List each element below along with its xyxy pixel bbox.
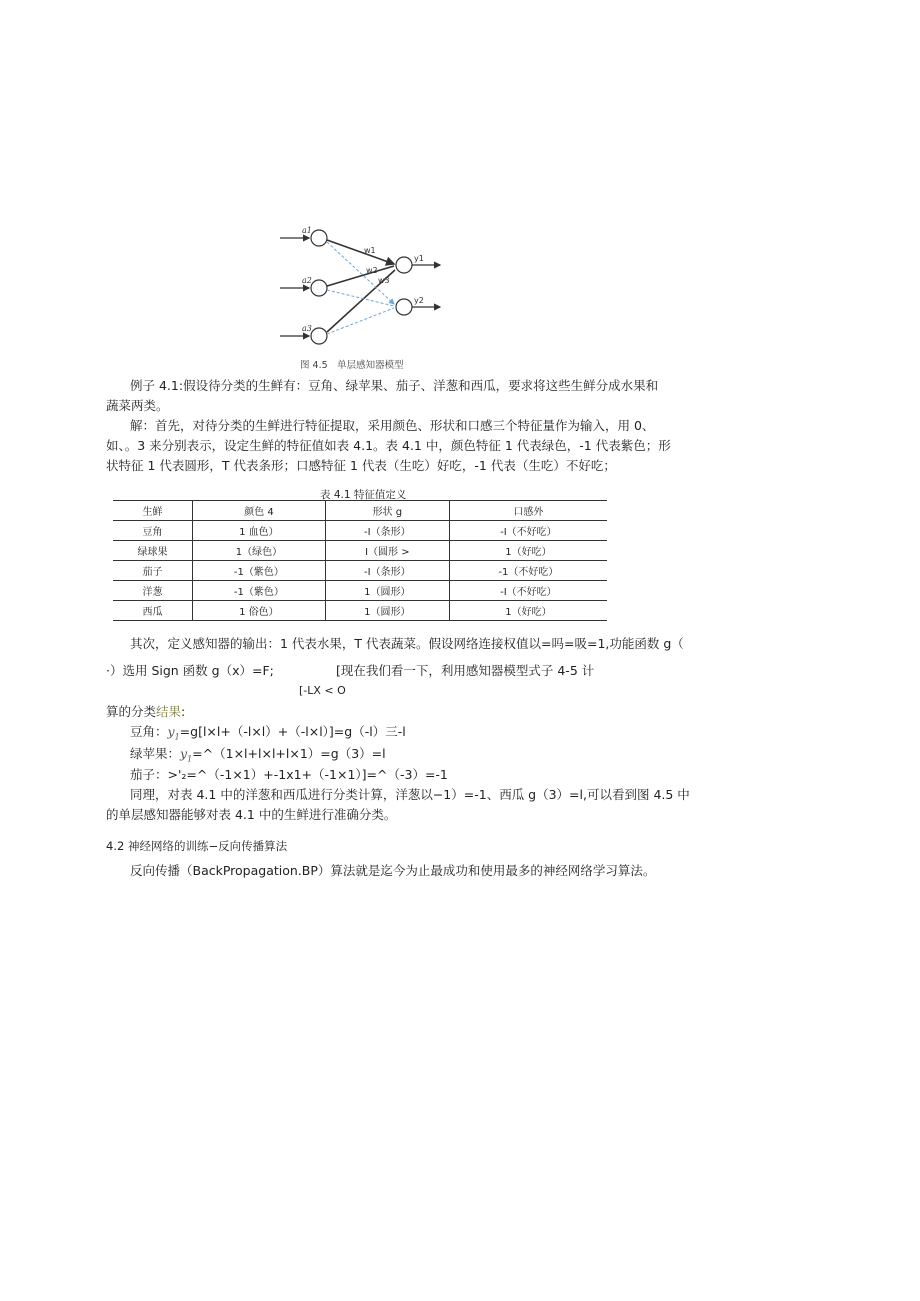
label-a1: a1 [302, 226, 312, 235]
output-def-line-2a: ·）选用 Sign 函数 g（x）=F; [106, 663, 274, 678]
table-cell: 豆角 [113, 521, 192, 541]
table-cell: 茄子 [113, 561, 192, 581]
table-row [113, 581, 607, 601]
equation-var: y [167, 724, 175, 739]
similar-line-1: 同理，对表 4.1 中的洋葱和西瓜进行分类计算，洋葱以−1）=-1、西瓜 g（3）=l,可以看到图 4.5 中 [130, 787, 690, 802]
equation-label: 绿苹果： [130, 746, 181, 761]
table-header-cell: 口感外 [449, 501, 607, 521]
table-header-cell: 颜色 4 [192, 501, 325, 521]
figure-caption: 图 4.5 单层感知器模型 [300, 360, 404, 371]
table-row [113, 541, 607, 561]
label-a2: a2 [302, 276, 312, 285]
conn-a1-y1 [327, 240, 394, 264]
table-cell: 1（圆形） [325, 601, 449, 621]
example-line-2: 蔬菜两类。 [106, 398, 169, 413]
equation-body: =^（1×l+l×l+l×1）=g（3）=l [192, 746, 386, 761]
solution-line-2: 如、。3 来分别表示，设定生鲜的特征值如表 4.1。表 4.1 中，颜色特征 1 代表绿色，-1 代表紫色；形 [106, 438, 671, 453]
table-cell: 1（好吃） [449, 541, 607, 561]
equation-body: =g[l×l+（-l×l）+（-l×l）]=g（-l）三-l [179, 724, 406, 739]
table-cell: 绿球果 [113, 541, 192, 561]
sign-case-line: [-LX < O [299, 684, 346, 697]
label-w2: w2 [366, 266, 378, 275]
section-body: 反向传播（BackPropagation.BP）算法就是迄今为止最成功和使用最多的神经网络学习算法。 [130, 863, 656, 878]
table-cell: 1 俗色） [192, 601, 325, 621]
perceptron-figure [272, 218, 452, 378]
feature-table [113, 500, 607, 621]
output-def-line-1: 其次，定义感知器的输出：1 代表水果，T 代表蔬菜。假设网络连接权值以=吗=吸=1,功能函数 g（ [130, 636, 684, 651]
table-header-cell: 形状 g [325, 501, 449, 521]
equation-eggplant: 茄子：>'₂=^（-1×1）+-1x1+（-1×1）]=^（-3）=-1 [130, 767, 448, 782]
table-title: 表 4.1 特征值定义 [320, 489, 407, 501]
label-w3: w3 [378, 276, 390, 285]
table-cell: -1（紫色） [192, 561, 325, 581]
classification-line [106, 702, 185, 722]
label-w1: w1 [364, 246, 376, 255]
input-node-1 [311, 230, 327, 246]
table-header-cell: 生鲜 [113, 501, 192, 521]
input-node-3 [311, 328, 327, 344]
table-row [113, 561, 607, 581]
table-cell: -I（不好吃） [449, 521, 607, 541]
table-cell: I（圆形 > [325, 541, 449, 561]
table-cell: 洋葱 [113, 581, 192, 601]
table-cell: -I（不好吃） [449, 581, 607, 601]
equation-label: 豆角： [130, 724, 168, 739]
solution-line-3: 状特征 1 代表圆形，T 代表条形；口感特征 1 代表（生吃）好吃，-1 代表（生吃）不好吃； [106, 458, 616, 473]
section-heading: 4.2 神经网络的训练−反向传播算法 [106, 839, 288, 853]
classification-text: 算的分类 [106, 704, 157, 719]
output-def-line-2b: [现在我们看一下，利用感知器模型式子 4-5 计 [336, 663, 595, 678]
result-word: 结果 [156, 704, 182, 719]
equation-bean: 豆角：$y_1=g[l\times l+(-l\times l)+(-l\times l)]=g(-l)$三-l [130, 724, 406, 742]
equation-var: y [180, 746, 188, 761]
label-y2: y2 [414, 296, 424, 305]
output-node-1 [396, 257, 412, 273]
input-node-2 [311, 280, 327, 296]
equation-apple: 绿苹果：$y_1=\^{}(1\times l+l\times l+l\times 1)=g(3)=l$ [130, 746, 386, 764]
conn-a2-y2 [327, 290, 394, 306]
similar-line-2: 的单层感知器能够对表 4.1 中的生鲜进行准确分类。 [106, 807, 397, 822]
label-a3: a3 [302, 324, 312, 333]
table-cell: -1（不好吃） [449, 561, 607, 581]
table-cell: -I（条形） [325, 561, 449, 581]
example-line-1: 例子 4.1:假设待分类的生鲜有：豆角、绿苹果、茄子、洋葱和西瓜，要求将这些生鲜分成水果和 [130, 378, 659, 393]
table-cell: 1（绿色） [192, 541, 325, 561]
perceptron-diagram [272, 218, 452, 358]
table-cell: 1（圆形） [325, 581, 449, 601]
table-cell: 1 血色） [192, 521, 325, 541]
table-row [113, 601, 607, 621]
table-row [113, 521, 607, 541]
table-cell: -I（条形） [325, 521, 449, 541]
table-cell: 1（好吃） [449, 601, 607, 621]
table-header-row [113, 501, 607, 521]
table-cell: -1（紫色） [192, 581, 325, 601]
conn-a3-y2 [327, 308, 394, 334]
table-cell: 西瓜 [113, 601, 192, 621]
label-y1: y1 [414, 254, 424, 263]
output-node-2 [396, 299, 412, 315]
solution-line-1: 解：首先，对待分类的生鲜进行特征提取，采用颜色、形状和口感三个特征量作为输入，用 0、 [130, 418, 655, 433]
classification-colon: : [181, 704, 186, 719]
